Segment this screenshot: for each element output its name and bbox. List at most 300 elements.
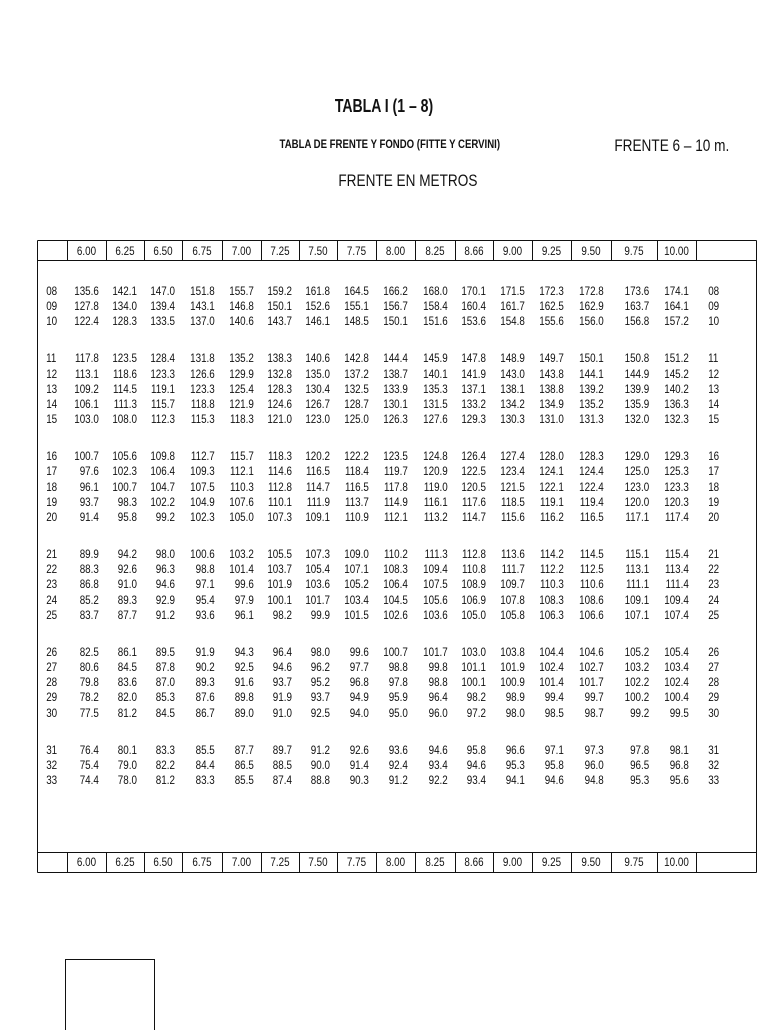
table-cell: 105.4: [664, 644, 689, 659]
table-cell: 109.0: [344, 547, 369, 561]
table-cell: 132.5: [344, 381, 369, 396]
header-col-label: 7.00: [231, 244, 252, 258]
table-cell: 101.7: [305, 592, 330, 607]
table-cell: 163.7: [624, 299, 650, 314]
table-cell: 107.1: [344, 562, 369, 577]
table-cell: 109.8: [150, 449, 175, 464]
table-cell: 112.7: [190, 449, 215, 464]
table-cell: 92.2: [428, 773, 448, 787]
table-cell: 128.3: [112, 314, 137, 329]
table-cell: 115.4: [664, 547, 689, 561]
table-cell: 147.0: [150, 284, 175, 298]
table-cell: 105.6: [423, 592, 448, 607]
table-cell: 99.9: [310, 607, 330, 622]
table-cell: 96.4: [428, 690, 448, 705]
table-cell: 107.4: [664, 607, 689, 622]
table-cell: 126.3: [383, 412, 408, 427]
row-label-right: 16: [708, 449, 720, 464]
table-cell: 125.4: [229, 381, 254, 396]
table-cell: 115.3: [190, 412, 215, 427]
table-cell: 151.6: [423, 314, 448, 329]
footer-col-label: 7.25: [270, 855, 290, 869]
table-cell: 91.2: [388, 773, 408, 787]
footer-col-label: 8.25: [425, 855, 445, 869]
table-cell: 88.5: [272, 757, 292, 772]
table-cell: 130.1: [383, 397, 408, 411]
row-label-right: 30: [708, 705, 720, 720]
table-cell: 103.6: [423, 607, 448, 622]
header-col-label: 6.50: [153, 244, 173, 258]
table-cell: 110.9: [344, 510, 369, 524]
table-cell: 131.5: [423, 397, 448, 411]
table-cell: 150.1: [383, 314, 408, 329]
table-cell: 98.3: [117, 494, 137, 509]
table-cell: 109.1: [624, 592, 650, 607]
table-cell: 94.1: [505, 773, 525, 787]
table-cell: 162.9: [579, 299, 604, 314]
table-cell: 94.6: [544, 773, 564, 787]
table-cell: 123.0: [305, 412, 330, 427]
table-cell: 103.4: [664, 660, 689, 674]
table-cell: 120.9: [423, 464, 448, 479]
table-cell: 107.5: [423, 577, 448, 592]
table-cell: 96.0: [428, 705, 448, 720]
row-label-right: 12: [708, 366, 720, 381]
table-cell: 135.0: [305, 366, 330, 381]
row-label-right: 10: [708, 314, 720, 329]
table-cell: 96.0: [584, 757, 604, 772]
table-cell: 106.6: [579, 607, 604, 622]
table-cell: 86.7: [195, 705, 215, 720]
table-cell: 155.7: [229, 284, 254, 298]
table-cell: 99.5: [669, 705, 689, 720]
table-cell: 120.2: [305, 449, 330, 464]
table-cell: 142.1: [112, 284, 137, 298]
table-cell: 113.4: [664, 562, 689, 577]
table-cell: 127.8: [74, 299, 99, 314]
table-cell: 110.8: [462, 562, 486, 577]
table-cell: 78.2: [79, 690, 99, 705]
table-cell: 98.8: [428, 675, 448, 690]
table-cell: 156.8: [624, 314, 650, 329]
table-cell: 125.3: [664, 464, 689, 479]
table-cell: 130.3: [500, 412, 525, 427]
table-cell: 132.0: [624, 412, 650, 427]
table-cell: 83.7: [79, 607, 99, 622]
table-cell: 94.3: [234, 644, 254, 659]
table-cell: 140.1: [423, 366, 448, 381]
footer-col-label: 8.00: [385, 855, 406, 869]
table-cell: 105.2: [624, 644, 650, 659]
table-cell: 133.9: [383, 381, 408, 396]
table-cell: 114.7: [306, 479, 330, 494]
table-cell: 128.0: [539, 449, 564, 464]
table-cell: 172.8: [579, 284, 604, 298]
row-label-left: 22: [46, 562, 58, 577]
table-cell: 156.0: [579, 314, 604, 329]
table-cell: 118.4: [344, 464, 369, 479]
table-cell: 120.0: [624, 494, 650, 509]
footer-col-label: 6.75: [192, 855, 212, 869]
table-cell: 118.3: [268, 449, 292, 464]
table-cell: 93.4: [466, 773, 486, 787]
row-label-left: 26: [46, 644, 58, 659]
table-cell: 168.0: [423, 284, 448, 298]
table-cell: 122.5: [461, 464, 486, 479]
table-cell: 91.9: [272, 690, 292, 705]
table-cell: 131.3: [579, 412, 604, 427]
table-cell: 92.5: [234, 660, 254, 674]
table-cell: 98.0: [155, 547, 175, 561]
table-cell: 105.4: [305, 562, 330, 577]
table-cell: 91.6: [234, 675, 254, 690]
table-cell: 112.2: [539, 562, 564, 577]
table-cell: 141.9: [461, 366, 486, 381]
table-cell: 94.2: [117, 547, 137, 561]
table-cell: 95.8: [117, 510, 137, 524]
table-cell: 114.2: [539, 547, 564, 561]
row-label-left: 24: [46, 592, 58, 607]
row-label-left: 33: [46, 773, 58, 787]
table-cell: 97.2: [466, 705, 486, 720]
table-cell: 113.1: [625, 562, 650, 577]
table-cell: 87.7: [234, 742, 254, 757]
table-cell: 140.6: [305, 351, 330, 366]
table-cell: 104.6: [579, 644, 604, 659]
table-cell: 82.5: [79, 644, 99, 659]
row-label-right: 14: [708, 397, 720, 411]
row-label-left: 15: [46, 412, 58, 427]
table-cell: 109.2: [74, 381, 99, 396]
table-cell: 123.5: [112, 351, 137, 366]
row-label-right: 13: [708, 381, 720, 396]
table-cell: 88.3: [79, 562, 99, 577]
table-cell: 96.4: [272, 644, 292, 659]
table-cell: 117.8: [74, 351, 99, 366]
row-label-left: 19: [46, 494, 58, 509]
table-cell: 116.5: [344, 479, 369, 494]
table-cell: 117.1: [625, 510, 650, 524]
row-label-left: 31: [46, 742, 58, 757]
table-cell: 147.8: [461, 351, 486, 366]
table-cell: 105.5: [267, 547, 292, 561]
table-cell: 166.2: [383, 284, 408, 298]
table-cell: 98.0: [310, 644, 330, 659]
table-cell: 96.2: [310, 660, 330, 674]
table-cell: 110.1: [268, 494, 292, 509]
table-cell: 138.8: [539, 381, 564, 396]
table-cell: 99.7: [584, 690, 604, 705]
row-label-left: 30: [46, 705, 58, 720]
table-cell: 145.9: [423, 351, 448, 366]
frente-en-metros-heading: [0, 171, 768, 191]
table-cell: 95.6: [669, 773, 689, 787]
table-cell: 105.0: [461, 607, 486, 622]
table-cell: 110.6: [579, 577, 604, 592]
table-cell: 111.9: [306, 494, 330, 509]
table-cell: 91.4: [349, 757, 369, 772]
table-cell: 161.7: [500, 299, 525, 314]
row-label-right: 24: [708, 592, 720, 607]
footer-col-label: 6.25: [115, 855, 135, 869]
table-cell: 75.4: [79, 757, 99, 772]
row-label-left: 32: [46, 757, 58, 772]
table-cell: 107.3: [305, 547, 330, 561]
table-cell: 89.3: [195, 675, 215, 690]
table-cell: 94.6: [466, 757, 486, 772]
table-cell: 96.1: [234, 607, 254, 622]
table-cell: 155.6: [539, 314, 564, 329]
footer-col-label: 9.50: [581, 855, 601, 869]
table-cell: 99.8: [428, 660, 448, 674]
table-cell: 109.7: [500, 577, 525, 592]
table-cell: 114.7: [462, 510, 486, 524]
table-cell: 118.8: [190, 397, 215, 411]
table-cell: 106.1: [74, 397, 99, 411]
table-cell: 101.4: [229, 562, 254, 577]
row-label-left: 29: [46, 690, 58, 705]
table-cell: 103.4: [344, 592, 369, 607]
table-cell: 100.6: [190, 547, 215, 561]
table-cell: 171.5: [500, 284, 525, 298]
table-cell: 121.0: [267, 412, 292, 427]
table-cell: 114.6: [268, 464, 292, 479]
table-cell: 108.6: [579, 592, 604, 607]
table-cell: 129.9: [229, 366, 254, 381]
frente-en-metros-text: FRENTE EN METROS: [338, 171, 478, 190]
table-cell: 140.2: [664, 381, 689, 396]
table-cell: 108.3: [383, 562, 408, 577]
table-cell: 87.0: [155, 675, 175, 690]
table-cell: 93.6: [388, 742, 408, 757]
table-cell: 98.5: [544, 705, 564, 720]
table-cell: 119.7: [383, 464, 408, 479]
table-cell: 86.8: [79, 577, 99, 592]
table-cell: 111.3: [113, 397, 137, 411]
table-cell: 100.1: [461, 675, 486, 690]
table-cell: 115.1: [625, 547, 650, 561]
table-cell: 120.3: [664, 494, 689, 509]
table-cell: 76.4: [79, 742, 99, 757]
row-label-right: 15: [708, 412, 720, 427]
table-cell: 135.3: [423, 381, 448, 396]
header-col-label: 9.25: [541, 244, 562, 258]
table-cell: 103.7: [267, 562, 292, 577]
table-cell: 119.0: [423, 479, 448, 494]
table-cell: 119.4: [579, 494, 604, 509]
table-cell: 111.1: [626, 577, 650, 592]
row-label-right: 19: [708, 494, 720, 509]
table-cell: 101.5: [344, 607, 369, 622]
table-cell: 85.3: [155, 690, 175, 705]
table-cell: 102.2: [150, 494, 175, 509]
table-cell: 96.3: [155, 562, 175, 577]
footer-col-label: 8.66: [464, 855, 484, 869]
table-cell: 151.2: [664, 351, 689, 366]
table-cell: 132.3: [664, 412, 689, 427]
table-cell: 95.8: [544, 757, 564, 772]
table-cell: 101.7: [579, 675, 604, 690]
table-cell: 92.6: [117, 562, 137, 577]
table-cell: 102.4: [539, 660, 564, 674]
table-cell: 100.7: [112, 479, 137, 494]
table-cell: 101.9: [267, 577, 292, 592]
table-cell: 139.9: [624, 381, 650, 396]
table-cell: 101.4: [539, 675, 564, 690]
table-cell: 106.9: [461, 592, 486, 607]
row-label-left: 10: [46, 314, 58, 329]
table-cell: 113.6: [500, 547, 525, 561]
table-cell: 108.9: [461, 577, 486, 592]
table-cell: 104.9: [190, 494, 215, 509]
table-cell: 83.3: [155, 742, 175, 757]
table-cell: 106.3: [539, 607, 564, 622]
table-cell: 124.1: [539, 464, 564, 479]
table-cell: 136.3: [664, 397, 689, 411]
table-cell: 109.3: [190, 464, 215, 479]
table-cell: 155.1: [344, 299, 369, 314]
table-cell: 144.4: [383, 351, 408, 366]
table-cell: 101.7: [423, 644, 448, 659]
table-cell: 148.5: [344, 314, 369, 329]
table-cell: 83.6: [117, 675, 137, 690]
table-cell: 89.3: [117, 592, 137, 607]
table-cell: 99.6: [234, 577, 254, 592]
table-cell: 139.4: [150, 299, 175, 314]
table-cell: 90.0: [310, 757, 330, 772]
table-cell: 111.3: [424, 547, 448, 561]
table-cell: 107.1: [624, 607, 650, 622]
table-cell: 112.3: [151, 412, 175, 427]
table-cell: 94.6: [428, 742, 448, 757]
row-label-left: 14: [46, 397, 58, 411]
table-cell: 109.4: [423, 562, 448, 577]
table-cell: 110.2: [383, 547, 408, 561]
table-cell: 118.3: [229, 412, 254, 427]
table-cell: 126.6: [190, 366, 215, 381]
table-cell: 98.2: [272, 607, 292, 622]
table-title: TABLA I (1 – 8): [334, 96, 434, 116]
row-label-right: 32: [708, 757, 720, 772]
table-cell: 162.5: [539, 299, 564, 314]
frente-fondo-table: [37, 240, 757, 873]
table-cell: 138.3: [267, 351, 292, 366]
table-cell: 97.3: [584, 742, 604, 757]
header-col-label: 7.25: [270, 244, 290, 258]
row-label-right: 23: [708, 577, 720, 592]
table-cell: 105.6: [112, 449, 137, 464]
table-cell: 89.9: [79, 547, 99, 561]
table-cell: 100.9: [500, 675, 525, 690]
table-cell: 109.1: [305, 510, 330, 524]
footer-col-label: 6.50: [153, 855, 173, 869]
footer-col-label: 7.00: [231, 855, 252, 869]
table-cell: 91.4: [79, 510, 99, 524]
table-cell: 92.6: [349, 742, 369, 757]
table-cell: 87.6: [195, 690, 215, 705]
row-label-right: 31: [708, 742, 720, 757]
table-cell: 153.6: [461, 314, 486, 329]
row-label-left: 20: [46, 510, 58, 524]
table-cell: 115.7: [229, 449, 254, 464]
table-cell: 138.1: [500, 381, 525, 396]
header-col-label: 10.00: [664, 244, 689, 258]
table-cell: 134.9: [539, 397, 564, 411]
table-cell: 170.1: [461, 284, 486, 298]
table-cell: 100.7: [74, 449, 99, 464]
table-cell: 151.8: [190, 284, 215, 298]
row-label-left: 23: [46, 577, 58, 592]
table-cell: 78.0: [117, 773, 137, 787]
table-cell: 112.1: [229, 464, 254, 479]
table-cell: 91.9: [195, 644, 215, 659]
table-cell: 150.1: [267, 299, 292, 314]
table-cell: 143.7: [267, 314, 292, 329]
table-cell: 131.8: [190, 351, 215, 366]
table-cell: 98.2: [466, 690, 486, 705]
table-cell: 97.6: [79, 464, 99, 479]
table-cell: 89.5: [155, 644, 175, 659]
table-cell: 124.6: [267, 397, 292, 411]
table-cell: 92.4: [388, 757, 408, 772]
footer-col-label: 7.50: [308, 855, 328, 869]
table-cell: 126.7: [305, 397, 330, 411]
header-col-label: 9.50: [581, 244, 601, 258]
table-cell: 98.8: [195, 562, 215, 577]
table-cell: 128.3: [579, 449, 604, 464]
table-cell: 143.8: [539, 366, 564, 381]
table-cell: 127.4: [500, 449, 525, 464]
table-cell: 99.6: [349, 644, 369, 659]
table-cell: 156.7: [383, 299, 408, 314]
header-col-label: 7.50: [308, 244, 328, 258]
table-cell: 118.5: [500, 494, 525, 509]
table-cell: 84.4: [195, 757, 215, 772]
frente-range-text: FRENTE 6 – 10 m.: [614, 136, 730, 155]
table-cell: 88.8: [310, 773, 330, 787]
table-cell: 99.2: [155, 510, 175, 524]
table-cell: 139.2: [579, 381, 604, 396]
table-cell: 108.3: [539, 592, 564, 607]
table-cell: 107.6: [229, 494, 254, 509]
header-col-label: 8.66: [464, 244, 484, 258]
table-cell: 95.8: [466, 742, 486, 757]
table-cell: 131.0: [539, 412, 564, 427]
table-cell: 123.3: [150, 366, 175, 381]
table-cell: 134.2: [500, 397, 525, 411]
table-cell: 102.3: [112, 464, 137, 479]
table-cell: 95.2: [310, 675, 330, 690]
table-cell: 106.4: [150, 464, 175, 479]
header-col-label: 6.25: [115, 244, 135, 258]
table-cell: 94.9: [349, 690, 369, 705]
table-cell: 79.0: [117, 757, 137, 772]
table-cell: 91.0: [272, 705, 292, 720]
table-cell: 132.8: [267, 366, 292, 381]
table-cell: 154.8: [500, 314, 525, 329]
table-cell: 93.7: [79, 494, 99, 509]
table-cell: 91.2: [310, 742, 330, 757]
table-cell: 144.1: [579, 366, 604, 381]
table-cell: 95.3: [505, 757, 525, 772]
table-cell: 143.0: [500, 366, 525, 381]
table-cell: 95.9: [388, 690, 408, 705]
table-cell: 103.8: [500, 644, 525, 659]
row-label-left: 08: [46, 284, 58, 298]
table-cell: 93.6: [195, 607, 215, 622]
row-label-left: 25: [46, 607, 58, 622]
table-cell: 138.7: [383, 366, 408, 381]
